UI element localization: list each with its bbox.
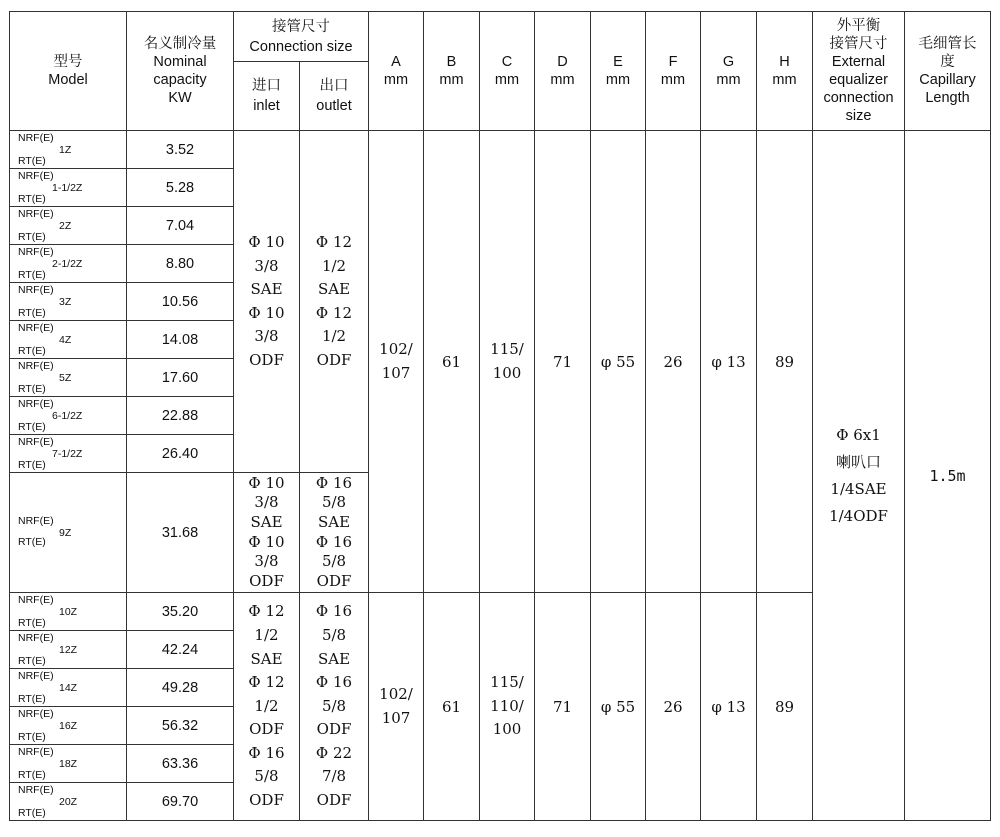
equalizer-line: 1/4SAE bbox=[830, 479, 887, 498]
capacity-cell: 5.28 bbox=[127, 169, 234, 207]
model-suffix: 1Z bbox=[59, 143, 72, 156]
model-prefix-alt: RT(E) bbox=[18, 345, 46, 357]
dim-a-line: 102/ bbox=[379, 340, 413, 358]
model-prefix-alt: RT(E) bbox=[18, 617, 46, 629]
inlet-line: SAE bbox=[250, 649, 283, 668]
dim-letter: B bbox=[446, 54, 457, 70]
inlet-line: ODF bbox=[249, 350, 284, 369]
outlet-line: 1/2 bbox=[321, 256, 347, 275]
model-prefix: NRF(E) bbox=[18, 594, 54, 606]
dim-letter: F bbox=[668, 54, 678, 70]
model-prefix: NRF(E) bbox=[18, 170, 54, 182]
model-suffix: 6-1/2Z bbox=[52, 409, 83, 422]
model-prefix-alt: RT(E) bbox=[18, 307, 46, 319]
outlet-line: Φ 16 bbox=[315, 602, 353, 621]
dim-c-line: 115/ bbox=[490, 340, 524, 358]
dim-e-cell: φ 55 bbox=[591, 131, 646, 593]
header-outlet-cn: 出口 bbox=[319, 78, 349, 94]
model-prefix: NRF(E) bbox=[18, 746, 54, 758]
dim-unit: mm bbox=[439, 72, 464, 88]
header-dim-c bbox=[480, 12, 535, 131]
inlet-line: Φ 16 bbox=[248, 743, 285, 762]
model-suffix: 2-1/2Z bbox=[52, 257, 83, 270]
model-prefix-alt: RT(E) bbox=[18, 655, 46, 667]
model-suffix: 3Z bbox=[59, 295, 72, 308]
model-cell bbox=[10, 473, 127, 593]
outlet-line: 5/8 bbox=[321, 696, 347, 715]
model-cell bbox=[10, 435, 127, 473]
capacity-cell: 31.68 bbox=[127, 473, 234, 593]
header-equalizer bbox=[813, 12, 905, 131]
dim-c-cell bbox=[480, 131, 535, 593]
header-equalizer-en: size bbox=[845, 108, 872, 124]
outlet-line: Φ 16 bbox=[315, 532, 353, 551]
header-capillary-cn1: 毛细管长 bbox=[918, 36, 977, 52]
dim-g-cell: φ 13 bbox=[701, 131, 757, 593]
outlet-line: 5/8 bbox=[321, 493, 347, 512]
header-dim-f bbox=[646, 12, 701, 131]
dim-a-cell bbox=[369, 131, 424, 593]
dim-letter: E bbox=[613, 54, 623, 70]
dim-letter: D bbox=[557, 54, 568, 70]
header-outlet bbox=[300, 62, 369, 131]
outlet-line: 5/8 bbox=[321, 625, 347, 644]
model-cell bbox=[10, 321, 127, 359]
model-cell bbox=[10, 245, 127, 283]
model-suffix: 12Z bbox=[59, 643, 78, 656]
header-capillary-en1: Capillary bbox=[919, 72, 976, 88]
dim-g-cell: φ 13 bbox=[701, 593, 757, 821]
header-connection-en: Connection size bbox=[249, 38, 353, 55]
header-equalizer-en: External bbox=[831, 54, 886, 70]
capacity-cell: 35.20 bbox=[127, 593, 234, 631]
inlet-line: 3/8 bbox=[254, 327, 279, 345]
header-model-en: Model bbox=[48, 72, 88, 88]
dim-letter: H bbox=[779, 54, 790, 70]
model-cell bbox=[10, 283, 127, 321]
inlet-line: Φ 12 bbox=[248, 673, 285, 692]
capacity-cell: 17.60 bbox=[127, 359, 234, 397]
dim-c-line: 100 bbox=[492, 363, 522, 382]
model-suffix: 2Z bbox=[59, 219, 72, 232]
model-prefix-alt: RT(E) bbox=[18, 383, 46, 395]
inlet-cell bbox=[234, 131, 300, 473]
header-inlet bbox=[234, 62, 300, 131]
capacity-cell: 10.56 bbox=[127, 283, 234, 321]
inlet-line: Φ 10 bbox=[248, 473, 285, 492]
dim-unit: mm bbox=[550, 72, 575, 88]
outlet-cell bbox=[300, 593, 369, 821]
dim-a-line: 107 bbox=[381, 708, 411, 727]
dim-h-cell: 89 bbox=[757, 593, 813, 821]
header-capacity-en1: Nominal bbox=[153, 54, 207, 70]
dim-unit: mm bbox=[772, 72, 797, 88]
inlet-line: SAE bbox=[250, 280, 283, 298]
outlet-line: SAE bbox=[317, 280, 351, 298]
dim-a-line: 102/ bbox=[379, 685, 413, 703]
outlet-line: SAE bbox=[317, 649, 351, 668]
outlet-line: SAE bbox=[317, 512, 351, 531]
model-prefix-alt: RT(E) bbox=[18, 193, 46, 205]
inlet-cell bbox=[234, 473, 300, 593]
outlet-line: 1/2 bbox=[321, 327, 347, 345]
model-prefix: NRF(E) bbox=[18, 436, 54, 448]
capacity-cell: 3.52 bbox=[127, 131, 234, 169]
dim-a-cell bbox=[369, 593, 424, 821]
equalizer-cell bbox=[813, 131, 905, 821]
outlet-line: ODF bbox=[316, 791, 352, 810]
dim-d-cell: 71 bbox=[535, 593, 591, 821]
table-row bbox=[10, 131, 991, 169]
model-suffix: 16Z bbox=[59, 719, 78, 732]
header-dim-g bbox=[701, 12, 757, 131]
model-suffix: 14Z bbox=[59, 681, 78, 694]
model-suffix: 20Z bbox=[59, 795, 78, 808]
model-cell bbox=[10, 397, 127, 435]
model-cell bbox=[10, 707, 127, 745]
inlet-line: ODF bbox=[249, 571, 284, 590]
inlet-line: Φ 10 bbox=[248, 303, 285, 322]
model-cell bbox=[10, 783, 127, 821]
capacity-cell: 42.24 bbox=[127, 631, 234, 669]
header-model bbox=[10, 12, 127, 131]
header-equalizer-cn2: 接管尺寸 bbox=[829, 36, 888, 52]
model-prefix: NRF(E) bbox=[18, 208, 54, 220]
header-connection bbox=[234, 12, 369, 62]
inlet-line: 3/8 bbox=[254, 256, 279, 275]
model-suffix: 9Z bbox=[59, 526, 72, 539]
outlet-line: ODF bbox=[316, 350, 352, 369]
model-suffix: 18Z bbox=[59, 757, 78, 770]
model-prefix-alt: RT(E) bbox=[18, 769, 46, 781]
equalizer-line: Φ 6x1 bbox=[836, 425, 881, 444]
model-suffix: 1-1/2Z bbox=[52, 181, 83, 194]
model-prefix: NRF(E) bbox=[18, 360, 54, 372]
header-equalizer-en: equalizer bbox=[829, 72, 888, 88]
model-cell bbox=[10, 207, 127, 245]
inlet-line: Φ 10 bbox=[248, 233, 285, 251]
capacity-cell: 22.88 bbox=[127, 397, 234, 435]
outlet-line: Φ 12 bbox=[315, 233, 353, 251]
capacity-cell: 49.28 bbox=[127, 669, 234, 707]
model-prefix: NRF(E) bbox=[18, 670, 54, 682]
dim-unit: mm bbox=[494, 72, 520, 88]
capacity-cell: 14.08 bbox=[127, 321, 234, 359]
model-prefix: NRF(E) bbox=[18, 398, 54, 410]
dim-unit: mm bbox=[660, 72, 686, 88]
model-prefix: NRF(E) bbox=[18, 708, 54, 720]
dim-a-line: 107 bbox=[381, 363, 411, 382]
dim-c-line: 100 bbox=[492, 720, 522, 739]
outlet-line: ODF bbox=[316, 720, 352, 739]
model-suffix: 7-1/2Z bbox=[52, 447, 83, 460]
model-prefix: NRF(E) bbox=[18, 284, 54, 296]
capacity-cell: 7.04 bbox=[127, 207, 234, 245]
header-capillary bbox=[905, 12, 991, 131]
outlet-cell bbox=[300, 131, 369, 473]
model-prefix: NRF(E) bbox=[18, 632, 54, 644]
inlet-line: Φ 12 bbox=[248, 602, 285, 621]
header-connection-cn: 接管尺寸 bbox=[272, 18, 330, 35]
header-capillary-en2: Length bbox=[925, 90, 970, 106]
model-prefix: NRF(E) bbox=[18, 784, 54, 796]
dim-letter: G bbox=[722, 54, 735, 70]
outlet-line: Φ 22 bbox=[315, 743, 353, 762]
header-capacity-cn: 名义制冷量 bbox=[143, 36, 217, 52]
equalizer-line: 喇叭口 bbox=[836, 452, 882, 471]
model-prefix-alt: RT(E) bbox=[18, 807, 46, 819]
header-capacity-en2: capacity bbox=[153, 72, 207, 88]
model-prefix-alt: RT(E) bbox=[18, 269, 46, 281]
inlet-line: 3/8 bbox=[254, 552, 279, 571]
model-prefix-alt: RT(E) bbox=[18, 421, 46, 433]
spec-table bbox=[9, 11, 991, 821]
capacity-cell: 69.70 bbox=[127, 783, 234, 821]
model-prefix: NRF(E) bbox=[18, 246, 54, 258]
inlet-line: ODF bbox=[249, 791, 284, 810]
header-model-cn: 型号 bbox=[53, 54, 83, 70]
dim-unit: mm bbox=[605, 72, 631, 88]
header-inlet-cn: 进口 bbox=[252, 78, 281, 94]
header-dim-d bbox=[535, 12, 591, 131]
capacity-cell: 26.40 bbox=[127, 435, 234, 473]
model-cell bbox=[10, 669, 127, 707]
header-dim-b bbox=[424, 12, 480, 131]
header-capacity-unit: KW bbox=[168, 90, 192, 106]
dim-c-line: 110/ bbox=[490, 696, 524, 715]
inlet-line: 5/8 bbox=[254, 767, 279, 786]
header-equalizer-cn1: 外平衡 bbox=[836, 18, 881, 34]
dim-c-line: 115/ bbox=[490, 673, 524, 692]
model-prefix-alt: RT(E) bbox=[18, 731, 46, 743]
model-prefix-alt: RT(E) bbox=[18, 693, 46, 705]
dim-f-cell: 26 bbox=[646, 593, 701, 821]
equalizer-line: 1/4ODF bbox=[829, 506, 888, 525]
model-prefix: NRF(E) bbox=[18, 132, 54, 144]
capacity-cell: 8.80 bbox=[127, 245, 234, 283]
outlet-line: Φ 16 bbox=[315, 673, 353, 692]
header-dim-a bbox=[369, 12, 424, 131]
header-inlet-en: inlet bbox=[253, 98, 280, 114]
dim-b-cell: 61 bbox=[424, 593, 480, 821]
dim-b-cell: 61 bbox=[424, 131, 480, 593]
inlet-line: SAE bbox=[250, 512, 283, 531]
outlet-line: ODF bbox=[316, 571, 352, 590]
model-cell bbox=[10, 131, 127, 169]
inlet-cell bbox=[234, 593, 300, 821]
model-cell bbox=[10, 359, 127, 397]
dim-h-cell: 89 bbox=[757, 131, 813, 593]
inlet-line: 1/2 bbox=[254, 696, 279, 715]
header-outlet-en: outlet bbox=[316, 98, 352, 114]
header-capacity bbox=[127, 12, 234, 131]
header-equalizer-en: connection bbox=[823, 90, 894, 106]
inlet-line: Φ 10 bbox=[248, 532, 285, 551]
dim-c-cell bbox=[480, 593, 535, 821]
header-dim-e bbox=[591, 12, 646, 131]
header-capillary-cn2: 度 bbox=[940, 54, 955, 70]
model-suffix: 5Z bbox=[59, 371, 72, 384]
dim-letter: A bbox=[391, 54, 401, 70]
dim-e-cell: φ 55 bbox=[591, 593, 646, 821]
inlet-line: 1/2 bbox=[254, 625, 279, 644]
model-suffix: 10Z bbox=[59, 605, 78, 618]
outlet-line: 5/8 bbox=[321, 552, 347, 571]
model-prefix-alt: RT(E) bbox=[18, 536, 46, 548]
capacity-cell: 56.32 bbox=[127, 707, 234, 745]
dim-unit: mm bbox=[383, 72, 409, 88]
dim-d-cell: 71 bbox=[535, 131, 591, 593]
dim-letter: C bbox=[501, 54, 513, 70]
model-cell bbox=[10, 745, 127, 783]
outlet-line: 7/8 bbox=[321, 767, 347, 786]
model-prefix-alt: RT(E) bbox=[18, 459, 46, 471]
dim-unit: mm bbox=[716, 72, 741, 88]
header-dim-h bbox=[757, 12, 813, 131]
outlet-line: Φ 12 bbox=[315, 303, 353, 322]
inlet-line: 3/8 bbox=[254, 493, 279, 512]
model-prefix-alt: RT(E) bbox=[18, 155, 46, 167]
model-cell bbox=[10, 631, 127, 669]
inlet-line: ODF bbox=[249, 720, 284, 739]
model-cell bbox=[10, 169, 127, 207]
model-cell bbox=[10, 593, 127, 631]
capillary-cell: 1.5m bbox=[905, 131, 991, 821]
outlet-line: Φ 16 bbox=[315, 473, 353, 492]
model-prefix: NRF(E) bbox=[18, 322, 54, 334]
model-prefix-alt: RT(E) bbox=[18, 231, 46, 243]
model-prefix: NRF(E) bbox=[18, 515, 54, 527]
capacity-cell: 63.36 bbox=[127, 745, 234, 783]
model-suffix: 4Z bbox=[59, 333, 72, 346]
outlet-cell bbox=[300, 473, 369, 593]
dim-f-cell: 26 bbox=[646, 131, 701, 593]
